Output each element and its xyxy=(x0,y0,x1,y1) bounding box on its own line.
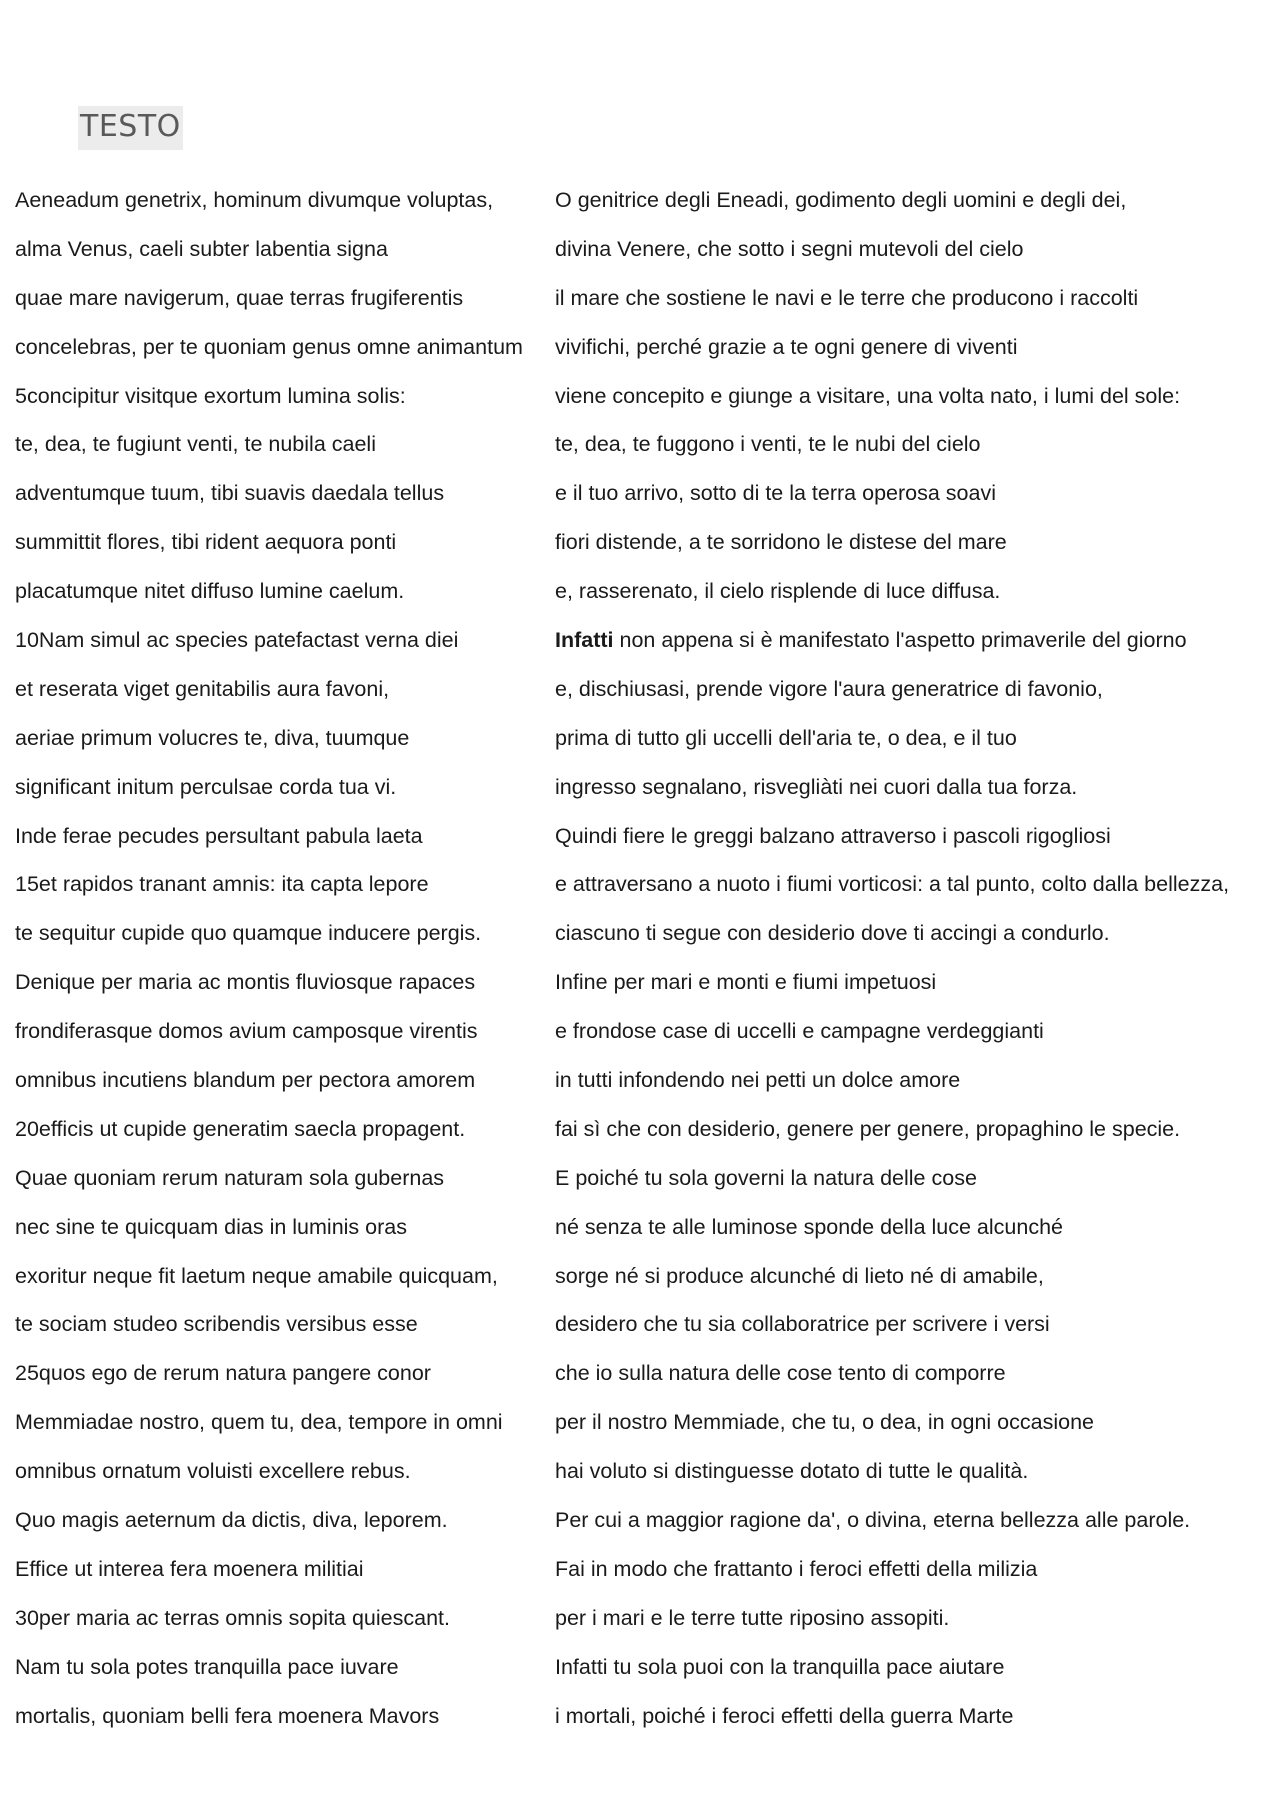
verse-row xyxy=(0,958,1280,1007)
italian-translation: vivifichi, perché grazie a te ogni genere di viventi xyxy=(555,334,1018,359)
verse-row xyxy=(0,225,1280,274)
latin-verse: alma Venus, caeli subter labentia signa xyxy=(15,236,388,261)
italian-translation: divina Venere, che sotto i segni mutevoli del cielo xyxy=(555,236,1024,261)
italian-translation: in tutti infondendo nei petti un dolce amore xyxy=(555,1068,961,1093)
latin-verse: significant initum perculsae corda tua vi. xyxy=(15,774,397,799)
italian-translation: desidero che tu sia collaboratrice per scrivere i versi xyxy=(555,1312,1050,1337)
verse-row xyxy=(0,616,1280,665)
italian-translation: fiori distende, a te sorridono le distese del mare xyxy=(555,530,1007,555)
latin-verse: omnibus incutiens blandum per pectora amorem xyxy=(15,1068,476,1093)
latin-verse: te sequitur cupide quo quamque inducere pergis. xyxy=(15,921,482,946)
italian-translation: Infine per mari e monti e fiumi impetuosi xyxy=(555,970,937,995)
page-title: TESTO xyxy=(78,106,183,150)
latin-verse: 30per maria ac terras omnis sopita quiescant. xyxy=(15,1605,450,1630)
italian-translation: i mortali, poiché i feroci effetti della guerra Marte xyxy=(555,1703,1014,1728)
verse-row xyxy=(0,1105,1280,1154)
italian-translation: O genitrice degli Eneadi, godimento degli uomini e degli dei, xyxy=(555,188,1127,212)
verse-row xyxy=(0,1594,1280,1643)
latin-verse: 25quos ego de rerum natura pangere conor xyxy=(15,1361,431,1386)
italian-translation: per il nostro Memmiade, che tu, o dea, in ogni occasione xyxy=(555,1410,1094,1435)
latin-verse: 20efficis ut cupide generatim saecla propagent. xyxy=(15,1116,466,1141)
italian-translation: fai sì che con desiderio, genere per genere, propaghino le specie. xyxy=(555,1116,1181,1141)
italian-translation: sorge né si produce alcunché di lieto né di amabile, xyxy=(555,1263,1044,1288)
verse-row xyxy=(0,1300,1280,1349)
verse-row xyxy=(0,909,1280,958)
italian-translation: Fai in modo che frattanto i feroci effetti della milizia xyxy=(555,1556,1038,1581)
latin-verse: Memmiadae nostro, quem tu, dea, tempore in omni xyxy=(15,1410,503,1435)
latin-verse: 10Nam simul ac species patefactast verna diei xyxy=(15,628,459,653)
verse-row xyxy=(0,518,1280,567)
verse-row xyxy=(0,665,1280,714)
latin-verse: Effice ut interea fera moenera militiai xyxy=(15,1556,364,1581)
italian-translation: ciascuno ti segue con desiderio dove ti accingi a condurlo. xyxy=(555,921,1110,946)
italian-translation xyxy=(555,616,1187,665)
latin-verse: frondiferasque domos avium camposque virentis xyxy=(15,1019,478,1044)
italian-bold-word: Infatti xyxy=(555,628,614,653)
verse-row xyxy=(0,1007,1280,1056)
latin-verse: aeriae primum volucres te, diva, tuumque xyxy=(15,725,410,750)
verse-row xyxy=(0,1252,1280,1301)
italian-translation: ingresso segnalano, risvegliàti nei cuori dalla tua forza. xyxy=(555,774,1078,799)
latin-verse: Quae quoniam rerum naturam sola gubernas xyxy=(15,1165,445,1190)
italian-translation: Per cui a maggior ragione da', o divina, eterna bellezza alle parole. xyxy=(555,1508,1191,1533)
verse-row xyxy=(0,1496,1280,1545)
latin-verse: Nam tu sola potes tranquilla pace iuvare xyxy=(15,1654,399,1679)
italian-translation: che io sulla natura delle cose tento di comporre xyxy=(555,1361,1006,1386)
italian-translation: e, dischiusasi, prende vigore l'aura generatrice di favonio, xyxy=(555,676,1103,701)
latin-verse: omnibus ornatum voluisti excellere rebus. xyxy=(15,1459,411,1484)
verse-row xyxy=(0,1349,1280,1398)
italian-translation: Quindi fiere le greggi balzano attraverso i pascoli rigogliosi xyxy=(555,823,1111,848)
verse-row xyxy=(0,567,1280,616)
parallel-text xyxy=(0,176,1280,1741)
italian-translation: viene concepito e giunge a visitare, una volta nato, i lumi del sole: xyxy=(555,383,1181,408)
latin-verse: Quo magis aeternum da dictis, diva, leporem. xyxy=(15,1508,448,1533)
latin-verse: summittit flores, tibi rident aequora ponti xyxy=(15,530,397,555)
italian-translation: per i mari e le terre tutte riposino assopiti. xyxy=(555,1605,950,1630)
italian-translation: e il tuo arrivo, sotto di te la terra operosa soavi xyxy=(555,481,996,506)
verse-row xyxy=(0,763,1280,812)
latin-verse: Denique per maria ac montis fluviosque rapaces xyxy=(15,970,476,995)
italian-translation: e frondose case di uccelli e campagne verdeggianti xyxy=(555,1019,1044,1044)
verse-row xyxy=(0,323,1280,372)
verse-row xyxy=(0,420,1280,469)
verse-row xyxy=(0,469,1280,518)
latin-verse: et reserata viget genitabilis aura favoni, xyxy=(15,676,390,701)
italian-translation: e, rasserenato, il cielo risplende di luce diffusa. xyxy=(555,579,1001,604)
latin-verse: concelebras, per te quoniam genus omne animantum xyxy=(15,334,523,359)
verse-row xyxy=(0,1692,1280,1741)
latin-verse: nec sine te quicquam dias in luminis oras xyxy=(15,1214,407,1239)
verse-row xyxy=(0,1056,1280,1105)
latin-verse: quae mare navigerum, quae terras frugiferentis xyxy=(15,285,464,310)
italian-translation: il mare che sostiene le navi e le terre che producono i raccolti xyxy=(555,285,1139,310)
verse-row xyxy=(0,176,1280,225)
latin-verse: te, dea, te fugiunt venti, te nubila caeli xyxy=(15,432,376,457)
verse-row xyxy=(0,812,1280,861)
italian-translation: hai voluto si distinguesse dotato di tutte le qualità. xyxy=(555,1459,1029,1484)
verse-row xyxy=(0,860,1280,909)
italian-translation: e attraversano a nuoto i fiumi vorticosi: a tal punto, colto dalla bellezza, xyxy=(555,872,1230,897)
latin-verse: 15et rapidos tranant amnis: ita capta lepore xyxy=(15,872,429,897)
verse-row xyxy=(0,1154,1280,1203)
verse-row xyxy=(0,1447,1280,1496)
latin-verse: placatumque nitet diffuso lumine caelum. xyxy=(15,579,405,604)
italian-translation: Infatti tu sola puoi con la tranquilla pace aiutare xyxy=(555,1654,1005,1679)
verse-row xyxy=(0,372,1280,421)
latin-verse: exoritur neque fit laetum neque amabile quicquam, xyxy=(15,1263,498,1288)
latin-verse: adventumque tuum, tibi suavis daedala tellus xyxy=(15,481,445,506)
italian-translation: prima di tutto gli uccelli dell'aria te, o dea, e il tuo xyxy=(555,725,1017,750)
latin-verse: mortalis, quoniam belli fera moenera Mavors xyxy=(15,1703,440,1728)
verse-row xyxy=(0,274,1280,323)
verse-row xyxy=(0,1545,1280,1594)
italian-rest: non appena si è manifestato l'aspetto primaverile del giorno xyxy=(613,628,1187,653)
latin-verse: te sociam studeo scribendis versibus esse xyxy=(15,1312,418,1337)
latin-verse: 5concipitur visitque exortum lumina solis: xyxy=(15,383,406,408)
latin-verse: Aeneadum genetrix, hominum divumque voluptas, xyxy=(15,188,494,212)
verse-row xyxy=(0,1203,1280,1252)
italian-translation: E poiché tu sola governi la natura delle cose xyxy=(555,1165,977,1190)
verse-row xyxy=(0,1643,1280,1692)
verse-row xyxy=(0,714,1280,763)
italian-translation: te, dea, te fuggono i venti, te le nubi del cielo xyxy=(555,432,981,457)
latin-verse: Inde ferae pecudes persultant pabula laeta xyxy=(15,823,423,848)
verse-row xyxy=(0,1398,1280,1447)
italian-translation: né senza te alle luminose sponde della luce alcunché xyxy=(555,1214,1063,1239)
